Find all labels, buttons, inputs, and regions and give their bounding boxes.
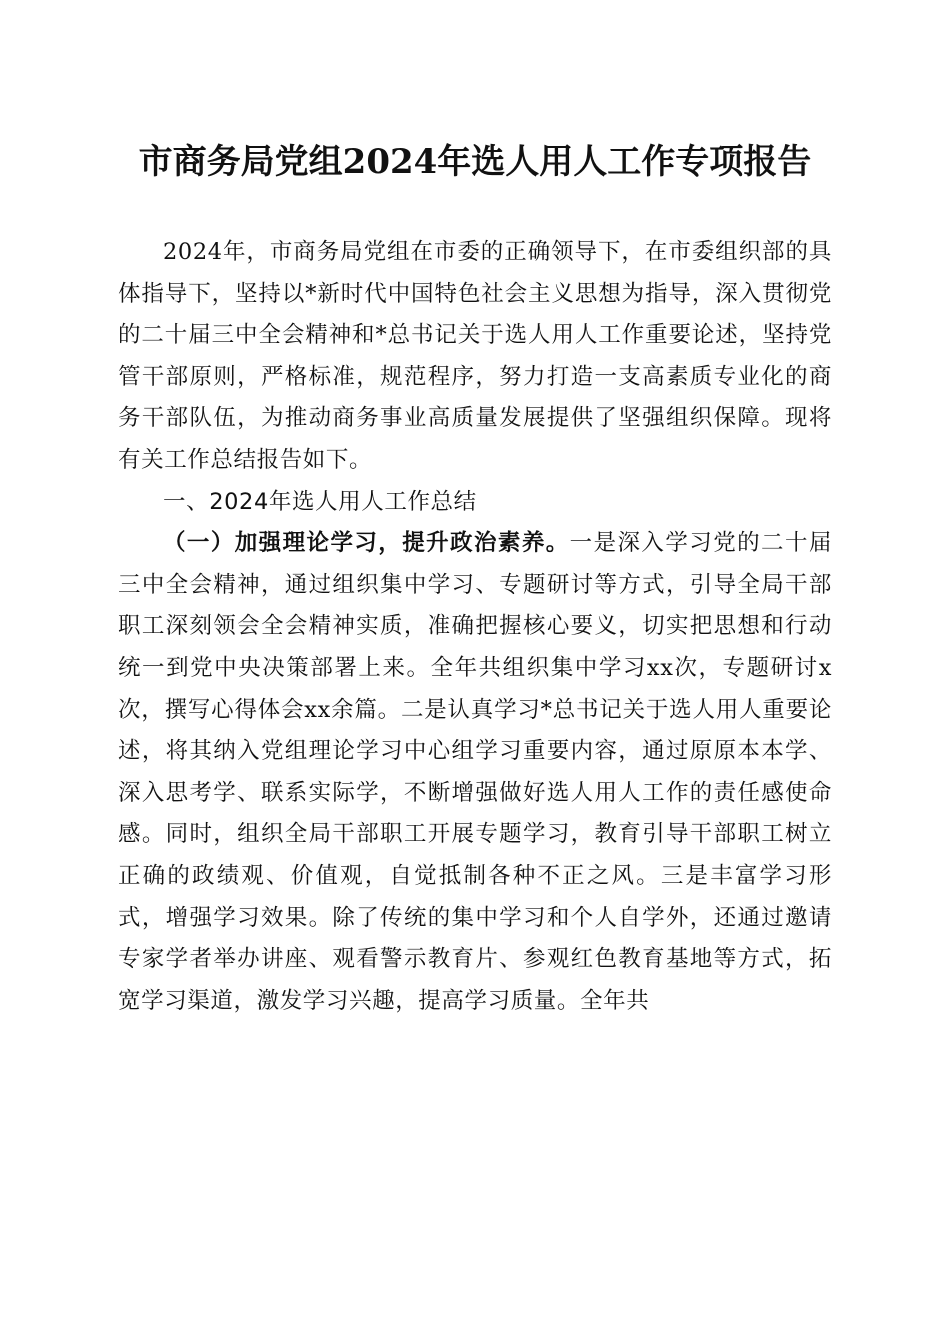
subsection-paragraph-1: [118, 523, 832, 1022]
section-heading-1: 一、2024年选人用人工作总结: [163, 488, 477, 515]
intro-paragraph: 2024年，市商务局党组在市委的正确领导下，在市委组织部的具体指导下，坚持以*新时代中国特色社会主义思想为指导，深入贯彻党的二十届三中全会精神和*总书记关于选人用人工作重要论述，坚持党管干部原则，严格标准，规范程序，努力打造一支高素质专业化的商务干部队伍，为推动商务事业高质量发展提供了坚强组织保障。现将有关工作总结报告如下。: [118, 239, 832, 473]
document-title: 市商务局党组2024年选人用人工作专项报告: [138, 142, 812, 182]
subsection-body-1: 一是深入学习党的二十届三中全会精神，通过组织集中学习、专题研讨等方式，引导全局干部职工深刻领会全会精神实质，准确把握核心要义，切实把思想和行动统一到党中央决策部署上来。全年共组织集中学习xx次，专题研讨x次，撰写心得体会xx余篇。二是认真学习*总书记关于选人用人重要论述，将其纳入党组理论学习中心组学习重要内容，通过原原本本学、深入思考学、联系实际学，不断增强做好选人用人工作的责任感使命感。同时，组织全局干部职工开展专题学习，教育引导干部职工树立正确的政绩观、价值观，自觉抵制各种不正之风。三是丰富学习形式，增强学习效果。除了传统的集中学习和个人自学外，还通过邀请专家学者举办讲座、观看警示教育片、参观红色教育基地等方式，拓宽学习渠道，激发学习兴趣，提高学习质量。全年共: [118, 530, 832, 1014]
subsection-heading-1: （一）加强理论学习，提升政治素养。: [163, 530, 570, 557]
document-body: [118, 232, 832, 1022]
